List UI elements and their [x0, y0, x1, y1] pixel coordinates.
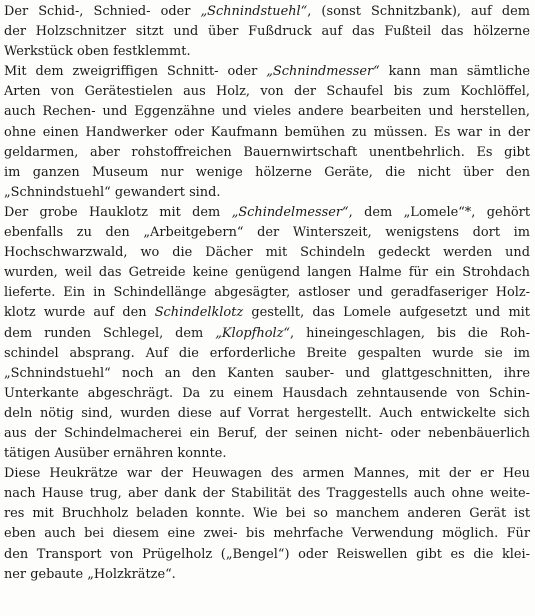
text-segment: Hochschwarzwald, wo die Dächer mit Schindeln gedeckt werden und	[4, 245, 530, 261]
text-segment: den Transport von Prügelholz („Bengel“) oder Reiswellen gibt es die klei-	[4, 546, 530, 562]
text-segment: ner gebaute „Holzkrätze“.	[4, 566, 176, 582]
text-segment: , (sonst Schnitzbank), auf dem	[307, 4, 530, 19]
text-line	[4, 565, 530, 585]
text-line	[4, 183, 530, 203]
text-line	[4, 384, 530, 404]
text-line	[4, 404, 530, 424]
text-segment: Werkstück oben festklemmt.	[4, 44, 191, 60]
text-segment: schindel absprang. Auf die erforderliche Breite gespalten wurde sie im	[4, 345, 530, 361]
text-line	[4, 364, 530, 384]
text-line	[4, 203, 530, 223]
text-segment: auch Rechen- und Eggenzähne und vieles andere bearbeiten und herstellen,	[4, 104, 530, 120]
text-segment: tätigen Ausüber ernähren konnte.	[4, 446, 227, 462]
text-line	[4, 524, 530, 544]
text-line	[4, 263, 530, 283]
italic-term: Schindelklotz	[154, 305, 244, 321]
text-segment: gestellt, das Lomele aufgesetzt und mit	[243, 305, 530, 321]
text-segment: im ganzen Museum nur wenige hölzerne Geräte, die nicht über den	[4, 164, 530, 180]
text-segment: „Schnindstuehl“ noch an den Kanten sauber- und glattgeschnitten, ihre	[4, 365, 530, 381]
text-segment: Diese Heukrätze war der Heuwagen des armen Mannes, mit der er Heu	[4, 466, 530, 482]
text-line	[4, 283, 530, 303]
text-segment: ohne einen Handwerker oder Kaufmann bemühen zu müssen. Es war in der	[4, 124, 530, 140]
body-text	[4, 2, 530, 585]
text-segment: , hineingeschlagen, bis die Roh-	[290, 325, 530, 341]
text-line	[4, 444, 530, 464]
text-segment: aus der Schindelmacherei ein Beruf, der seinen nicht- oder nebenbäuerlich	[4, 425, 530, 441]
text-line	[4, 82, 530, 102]
text-segment: kann man sämtliche	[379, 64, 530, 80]
text-segment: dem runden Schlegel, dem	[4, 325, 216, 341]
italic-term: „Klopfholz“	[215, 325, 291, 341]
text-segment: wurden, weil das Getreide keine genügend langen Halme für ein Strohdach	[4, 265, 530, 281]
text-segment: deln nötig sind, wurden diese auf Vorrat hergestellt. Auch entwickelte sich	[4, 405, 530, 421]
text-segment: geldarmen, aber rohstoffreichen Bauernwirtschaft unentbehrlich. Es gibt	[4, 144, 530, 160]
text-segment: , dem „Lomele“*, gehört	[348, 204, 531, 220]
text-line	[4, 2, 530, 22]
text-segment: Unterkante abgeschrägt. Da zu einem Hausdach zehntausende von Schin-	[4, 385, 530, 401]
text-segment: ebenfalls zu den „Arbeitgebern“ der Winterszeit, wenigstens dort im	[4, 225, 530, 241]
text-line	[4, 123, 530, 143]
text-line	[4, 464, 530, 484]
text-segment: Der grobe Hauklotz mit dem	[4, 204, 232, 220]
text-line	[4, 344, 530, 364]
text-line	[4, 324, 530, 344]
italic-term: „Schnindstuehl“	[200, 4, 308, 19]
text-line	[4, 62, 530, 82]
text-line	[4, 303, 530, 323]
text-segment: Mit dem zweigriffigen Schnitt- oder	[4, 64, 267, 80]
italic-term: „Schindelmesser“	[231, 204, 349, 220]
text-line	[4, 22, 530, 42]
italic-term: „Schnindmesser“	[266, 64, 380, 80]
text-line	[4, 42, 530, 62]
text-segment: res mit Bruchholz beladen konnte. Wie bei so manchem anderen Gerät ist	[4, 506, 530, 522]
text-segment: lieferte. Ein in Schindellänge abgesägter, astloser und geradfaseriger Holz-	[4, 285, 530, 301]
text-line	[4, 163, 530, 183]
text-line	[4, 504, 530, 524]
text-line	[4, 102, 530, 122]
text-line	[4, 545, 530, 565]
text-segment: eben auch bei diesem eine zwei- bis mehrfache Verwendung möglich. Für	[4, 526, 530, 542]
text-segment: klotz wurde auf den	[4, 305, 155, 321]
text-line	[4, 484, 530, 504]
text-segment: Der Schid-, Schnied- oder	[4, 4, 201, 19]
text-segment: nach Hause trug, aber dank der Stabilität des Traggestells auch ohne weite-	[4, 486, 530, 502]
text-line	[4, 143, 530, 163]
text-line	[4, 243, 530, 263]
text-line	[4, 223, 530, 243]
text-segment: „Schnindstuehl“ gewandert sind.	[4, 184, 221, 200]
text-segment: der Holzschnitzer sitzt und über Fußdruck auf das Fußteil das hölzerne	[4, 24, 530, 40]
text-line	[4, 424, 530, 444]
text-segment: Arten von Gerätestielen aus Holz, von der Schaufel bis zum Kochlöffel,	[4, 84, 530, 100]
